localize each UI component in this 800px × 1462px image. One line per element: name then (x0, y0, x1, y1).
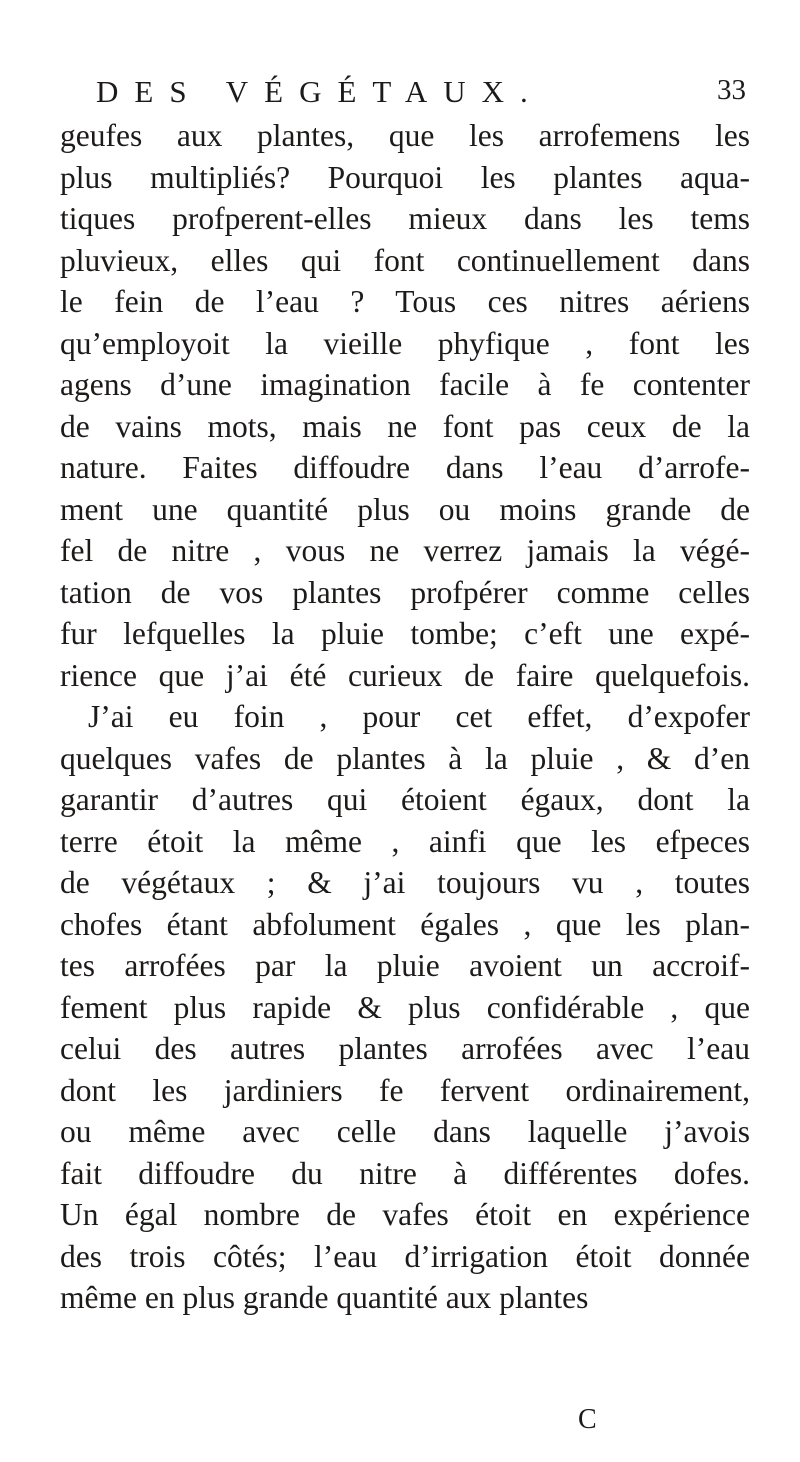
text-line: quelques vafes de plantes à la pluie , & d’en (60, 740, 750, 776)
text-line: plus multipliés? Pourquoi les plantes aqua- (60, 159, 750, 195)
text-line: terre étoit la même , ainfi que les efpeces (60, 823, 750, 859)
text-line: tiques profperent-elles mieux dans les tems (60, 201, 750, 236)
text-line: fait diffoudre du nitre à différentes dofes. (60, 1155, 750, 1191)
text-line: même en plus grande quantité aux plantes (60, 1280, 589, 1315)
text-line: le fein de l’eau ? Tous ces nitres aériens (60, 284, 750, 319)
text-line: de végétaux ; & j’ai toujours vu , toutes (60, 865, 750, 900)
text-line: Un égal nombre de vafes étoit en expérience (60, 1197, 750, 1232)
text-line: dont les jardiniers fe fervent ordinairement, (60, 1072, 750, 1108)
text-line: ment une quantité plus ou moins grande de (60, 491, 750, 527)
text-line: geufes aux plantes, que les arrofemens les (60, 118, 750, 153)
text-line: fement plus rapide & plus confidérable , que (60, 989, 750, 1025)
text-line: pluvieux, elles qui font continuellement dans (60, 242, 750, 278)
signature-mark: C (578, 1404, 597, 1435)
text-line: tes arrofées par la pluie avoient un accroif- (60, 948, 750, 983)
running-title: DES VÉGÉTAUX. (96, 74, 544, 109)
body-text (60, 115, 750, 1319)
text-line: rience que j’ai été curieux de faire quelquefois. (60, 657, 750, 693)
text-line: chofes étant abfolument égales , que les plan- (60, 906, 750, 942)
text-line: garantir d’autres qui étoient égaux, dont la (60, 782, 750, 817)
text-line: agens d’une imagination facile à fe contenter (60, 367, 750, 402)
text-line: ou même avec celle dans laquelle j’avois (60, 1114, 750, 1149)
text-line: celui des autres plantes arrofées avec l’eau (60, 1031, 750, 1066)
text-line: des trois côtés; l’eau d’irrigation étoit donnée (60, 1238, 750, 1274)
text-line: de vains mots, mais ne font pas ceux de la (60, 408, 750, 444)
text-line: qu’employoit la vieille phyfique , font les (60, 325, 750, 361)
page-number: 33 (717, 74, 746, 106)
text-line: fel de nitre , vous ne verrez jamais la végé- (60, 533, 750, 568)
paragraph-2 (60, 696, 750, 1319)
running-head (96, 74, 746, 114)
text-line: fur lefquelles la pluie tombe; c’eft une expé- (60, 616, 750, 651)
text-line: nature. Faites diffoudre dans l’eau d’arrofe- (60, 450, 750, 485)
text-line: tation de vos plantes profpérer comme celles (60, 574, 750, 610)
text-line: J’ai eu foin , pour cet effet, d’expofer (88, 699, 750, 734)
paragraph-1 (60, 115, 750, 696)
